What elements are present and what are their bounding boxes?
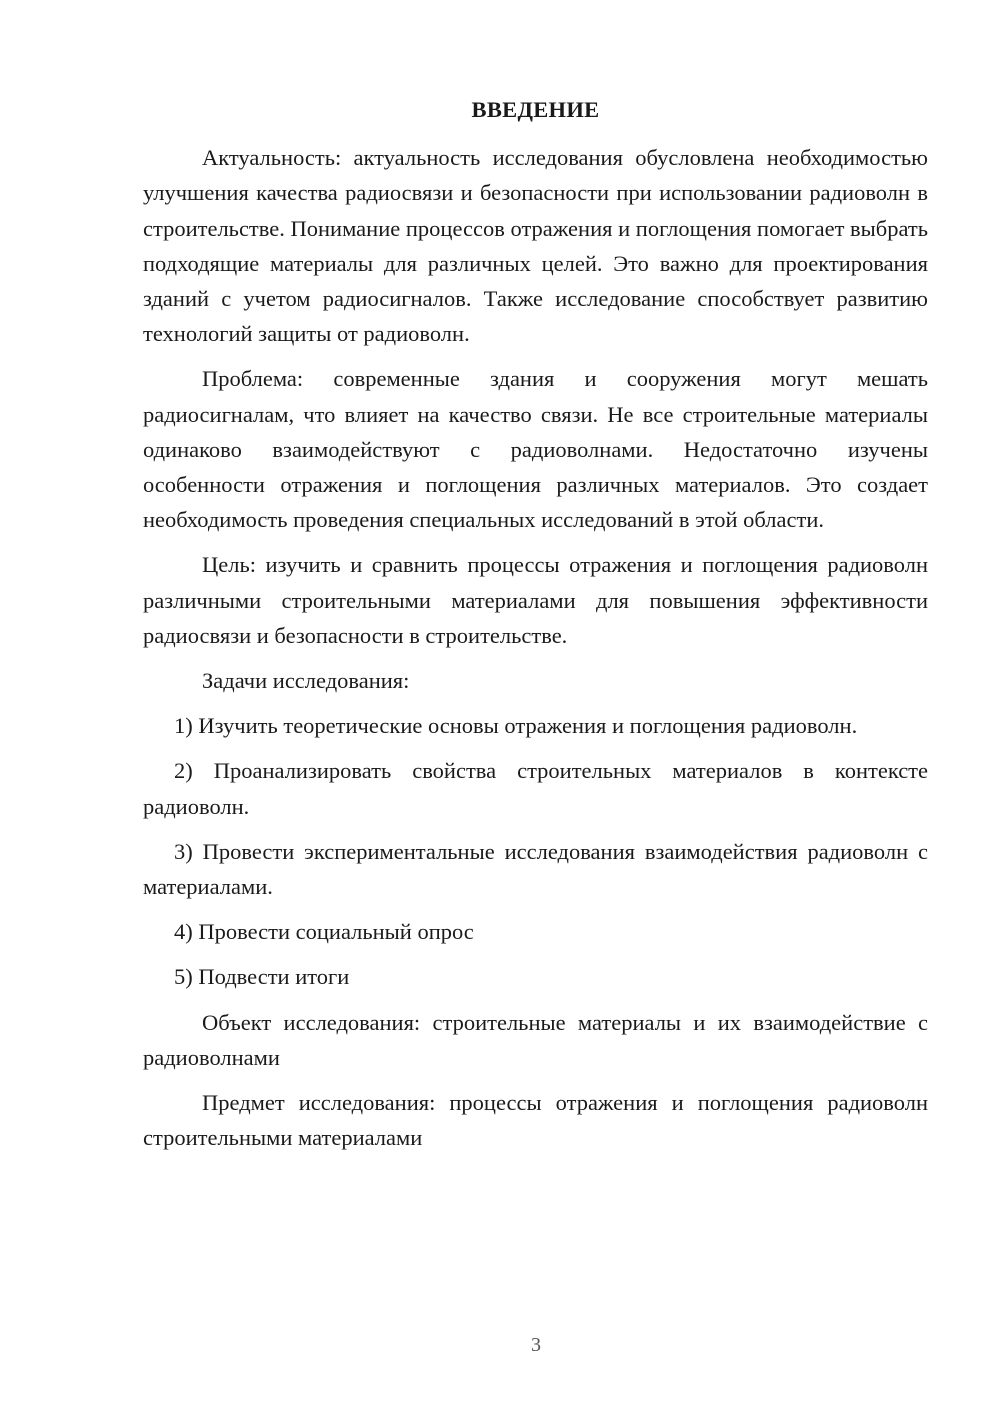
- task-item: 3) Провести экспериментальные исследования взаимодействия радиоволн с материалами.: [143, 838, 928, 900]
- paragraph-relevance: Актуальность: актуальность исследования обусловлена необходимостью улучшения качества радиосвязи и безопасности при использовании радиоволн в строительстве. Понимание процессов отражения и поглощения помогает выбрать подходящие материалы для различных целей. Это важно для проектирования зданий с учетом радиосигналов. Также исследование способствует развитию технологий защиты от радиоволн.: [143, 145, 928, 347]
- task-item: 5) Подвести итоги: [174, 964, 350, 990]
- page-number: 3: [531, 1334, 541, 1356]
- paragraph-object: Объект исследования: строительные материалы и их взаимодействие с радиоволнами: [143, 1009, 928, 1070]
- paragraph-problem: Проблема: современные здания и сооружения могут мешать радиосигналам, что влияет на качество связи. Не все строительные материалы одинаково взаимодействуют с радиоволнами. Недостаточно изучены особенности отражения и поглощения различных материалов. Это создает необходимость проведения специальных исследований в этой области.: [143, 366, 928, 533]
- section-title: ВВЕДЕНИЕ: [471, 97, 600, 122]
- paragraph-subject: Предмет исследования: процессы отражения и поглощения радиоволн строительными материалами: [143, 1090, 928, 1151]
- task-item: 4) Провести социальный опрос: [174, 919, 474, 945]
- tasks-heading: Задачи исследования:: [202, 668, 410, 694]
- task-item: 2) Проанализировать свойства строительных материалов в контексте радиоволн.: [143, 758, 928, 819]
- page-content: [143, 92, 928, 1165]
- paragraph-goal: Цель: изучить и сравнить процессы отражения и поглощения радиоволн различными строительными материалами для повышения эффективности радиосвязи и безопасности в строительстве.: [143, 552, 928, 648]
- task-item: 1) Изучить теоретические основы отражения и поглощения радиоволн.: [174, 713, 858, 739]
